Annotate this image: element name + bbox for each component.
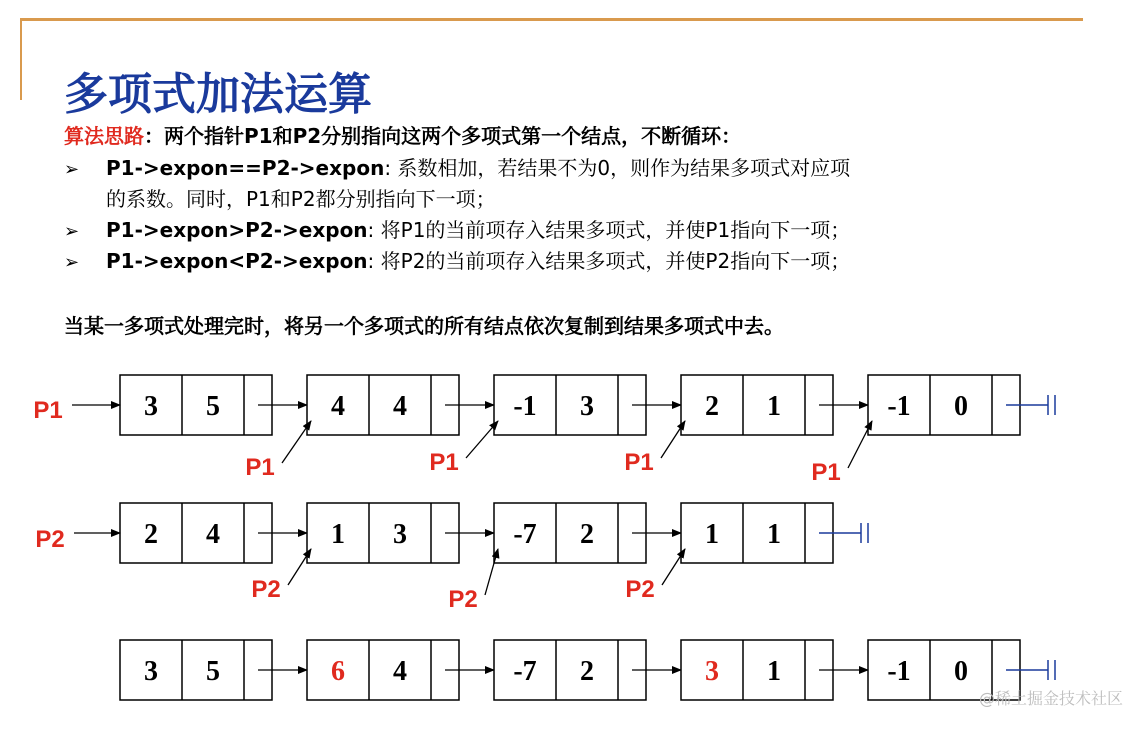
list-node: [494, 503, 681, 563]
node-coef: 3: [144, 656, 158, 687]
node-box: [307, 503, 459, 563]
bullet-arrow-icon: ➢: [64, 159, 80, 180]
node-coef: 3: [144, 391, 158, 422]
intro-label: 算法思路: [64, 124, 144, 148]
node-box: [120, 503, 272, 563]
node-coef: -1: [887, 391, 911, 422]
bullet-condition: P1->expon>P2->expon: [106, 218, 368, 242]
pointer-label: P2: [625, 576, 655, 603]
pointer-label: P1: [429, 449, 459, 476]
list-node: [494, 640, 681, 700]
linked-list-row: [33, 375, 1055, 486]
node-coef: 2: [705, 391, 719, 422]
pointer-label: P1: [811, 459, 841, 486]
list-node: [681, 503, 868, 563]
bullet-arrow-icon: ➢: [64, 252, 80, 273]
summary-text: 当某一多项式处理完时，将另一个多项式的所有结点依次复制到结果多项式中去。: [64, 314, 784, 338]
watermark: @稀土掘金技术社区: [978, 689, 1123, 708]
node-coef: 1: [705, 519, 719, 550]
linked-list-row: [120, 640, 1055, 700]
node-expon: 4: [393, 391, 407, 422]
list-node: [307, 503, 494, 563]
node-expon: 4: [206, 519, 220, 550]
list-node: [868, 375, 1055, 435]
node-expon: 0: [954, 391, 968, 422]
bullet-arrow-icon: ➢: [64, 221, 80, 242]
list-node: [494, 375, 681, 435]
list-node: [120, 503, 307, 563]
pointer-arrow: [282, 421, 311, 463]
node-expon: 2: [580, 519, 594, 550]
list-node: [681, 375, 868, 435]
node-box: [681, 375, 833, 435]
slide-title: 多项式加法运算: [64, 69, 372, 120]
list-node: [307, 640, 494, 700]
node-coef: 3: [705, 656, 719, 687]
node-expon: 0: [954, 656, 968, 687]
node-expon: 4: [393, 656, 407, 687]
intro-text: ：两个指针P1和P2分别指向这两个多项式第一个结点，不断循环：: [144, 124, 742, 148]
head-pointer-label: P1: [33, 397, 63, 424]
node-expon: 5: [206, 391, 220, 422]
pointer-label: P1: [624, 449, 654, 476]
node-box: [120, 640, 272, 700]
node-coef: -7: [513, 656, 537, 687]
node-expon: 1: [767, 519, 781, 550]
pointer-arrow: [288, 549, 311, 585]
pointer-label: P2: [251, 576, 281, 603]
bullet-text: : 将P2的当前项存入结果多项式，并使P2指向下一项；: [367, 249, 851, 273]
node-expon: 5: [206, 656, 220, 687]
node-expon: 1: [767, 656, 781, 687]
node-box: [681, 503, 833, 563]
node-expon: 3: [393, 519, 407, 550]
node-expon: 2: [580, 656, 594, 687]
pointer-arrow: [662, 549, 685, 585]
linked-list-row: [35, 503, 868, 613]
pointer-label: P1: [245, 454, 275, 481]
list-node: [681, 640, 868, 700]
node-box: [120, 375, 272, 435]
node-expon: 1: [767, 391, 781, 422]
node-coef: 1: [331, 519, 345, 550]
node-box: [307, 375, 459, 435]
node-coef: -1: [513, 391, 537, 422]
bullet-condition: P1->expon==P2->expon: [106, 156, 385, 180]
list-node: [307, 375, 494, 435]
pointer-arrow: [661, 421, 685, 458]
node-expon: 3: [580, 391, 594, 422]
node-coef: 6: [331, 656, 345, 687]
node-coef: -1: [887, 656, 911, 687]
node-coef: 2: [144, 519, 158, 550]
node-box: [307, 640, 459, 700]
bullet-text: : 系数相加，若结果不为0，则作为结果多项式对应项: [384, 156, 851, 180]
pointer-arrow: [848, 421, 872, 468]
pointer-arrow: [485, 549, 498, 595]
list-node: [120, 375, 307, 435]
node-coef: -7: [513, 519, 537, 550]
head-pointer-label: P2: [35, 526, 65, 553]
list-node: [120, 640, 307, 700]
bullet-text: : 将P1的当前项存入结果多项式，并使P1指向下一项；: [367, 218, 851, 242]
node-box: [681, 640, 833, 700]
node-coef: 4: [331, 391, 345, 422]
pointer-arrow: [466, 421, 498, 458]
bullet-continuation: 的系数。同时，P1和P2都分别指向下一项；: [106, 187, 496, 211]
pointer-label: P2: [448, 586, 478, 613]
bullet-condition: P1->expon<P2->expon: [106, 249, 368, 273]
